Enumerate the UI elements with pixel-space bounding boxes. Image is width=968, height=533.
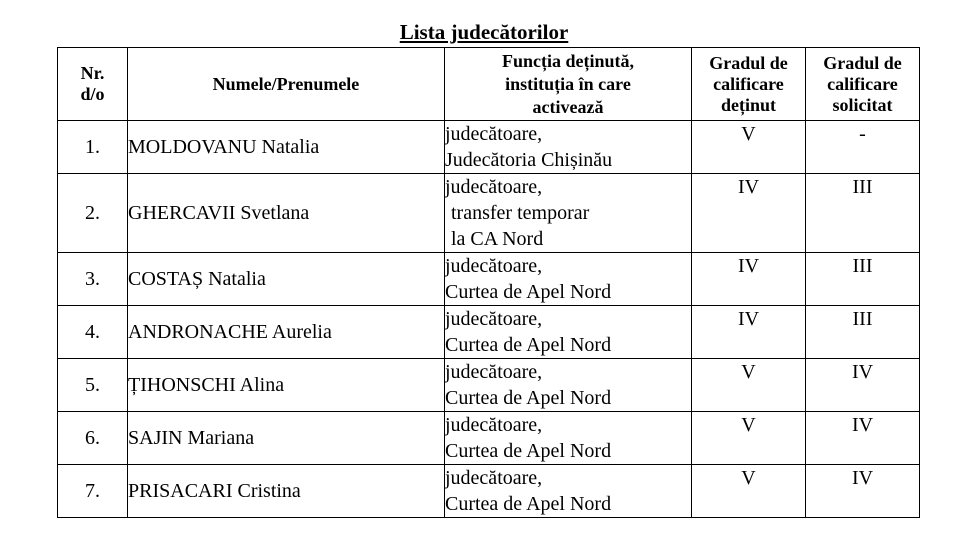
- judge-name: SAJIN Mariana: [128, 412, 445, 465]
- grade-held: IV: [692, 253, 806, 306]
- table-row: [58, 174, 920, 253]
- row-number: 5.: [58, 359, 128, 412]
- judge-name: ȚIHONSCHI Alina: [128, 359, 445, 412]
- grade-requested: III: [806, 306, 920, 359]
- row-number: 3.: [58, 253, 128, 306]
- row-number: 6.: [58, 412, 128, 465]
- function-line: judecătoare,: [445, 467, 543, 489]
- header-grade-held-line: Gradul de: [709, 52, 788, 73]
- header-grade-held: [692, 48, 806, 121]
- function-line: judecătoare,: [445, 361, 543, 383]
- header-nr-line: d/o: [80, 84, 105, 104]
- grade-held: V: [692, 359, 806, 412]
- header-function: [445, 48, 692, 121]
- header-grade-requested-line: Gradul de: [823, 52, 902, 73]
- judge-function: [445, 306, 692, 359]
- judge-function: [445, 412, 692, 465]
- header-function-line: activează: [532, 96, 604, 117]
- table-row: [58, 412, 920, 465]
- function-line: judecătoare,: [445, 123, 543, 145]
- header-grade-held-line: deținut: [720, 94, 776, 115]
- function-line: judecătoare,: [445, 176, 543, 198]
- row-number: 7.: [58, 465, 128, 518]
- judge-name: PRISACARI Cristina: [128, 465, 445, 518]
- grade-requested: IV: [806, 465, 920, 518]
- grade-held: IV: [692, 174, 806, 253]
- row-number: 4.: [58, 306, 128, 359]
- function-line: Curtea de Apel Nord: [445, 440, 612, 462]
- judges-table: [57, 47, 920, 518]
- function-line: judecătoare,: [445, 414, 543, 436]
- table-header-row: [58, 48, 920, 121]
- header-function-line: Funcția deținută,: [501, 50, 634, 71]
- grade-requested: III: [806, 253, 920, 306]
- judge-name: GHERCAVII Svetlana: [128, 174, 445, 253]
- judge-function: [445, 359, 692, 412]
- function-line: transfer temporar: [451, 202, 590, 224]
- function-line: Judecătoria Chișinău: [445, 149, 613, 171]
- function-line: Curtea de Apel Nord: [445, 493, 612, 515]
- table-row: [58, 121, 920, 174]
- judge-function: [445, 174, 692, 253]
- function-line: Curtea de Apel Nord: [445, 387, 612, 409]
- function-line: judecătoare,: [445, 308, 543, 330]
- grade-held: V: [692, 412, 806, 465]
- grade-requested: IV: [806, 359, 920, 412]
- header-nr: [58, 48, 128, 121]
- grade-requested: IV: [806, 412, 920, 465]
- header-function-line: instituția în care: [505, 73, 631, 94]
- row-number: 1.: [58, 121, 128, 174]
- grade-requested: III: [806, 174, 920, 253]
- grade-held: V: [692, 465, 806, 518]
- header-nr-line: Nr.: [80, 63, 105, 83]
- header-grade-requested-line: solicitat: [832, 94, 893, 115]
- table-row: [58, 465, 920, 518]
- table-row: [58, 306, 920, 359]
- judge-function: [445, 253, 692, 306]
- grade-held: V: [692, 121, 806, 174]
- judge-name: MOLDOVANU Natalia: [128, 121, 445, 174]
- judge-function: [445, 465, 692, 518]
- header-grade-requested: [806, 48, 920, 121]
- header-grade-requested-line: calificare: [827, 73, 898, 94]
- header-name: Numele/Prenumele: [128, 48, 445, 121]
- function-line: judecătoare,: [445, 255, 543, 277]
- header-grade-held-line: calificare: [713, 73, 784, 94]
- function-line: Curtea de Apel Nord: [445, 281, 612, 303]
- judge-name: ANDRONACHE Aurelia: [128, 306, 445, 359]
- grade-held: IV: [692, 306, 806, 359]
- judge-name: COSTAȘ Natalia: [128, 253, 445, 306]
- grade-requested: -: [806, 121, 920, 174]
- judge-function: [445, 121, 692, 174]
- function-line: Curtea de Apel Nord: [445, 334, 612, 356]
- table-row: [58, 253, 920, 306]
- table-row: [58, 359, 920, 412]
- function-line: la CA Nord: [451, 228, 544, 250]
- row-number: 2.: [58, 174, 128, 253]
- page-title: Lista judecătorilor: [399, 20, 569, 44]
